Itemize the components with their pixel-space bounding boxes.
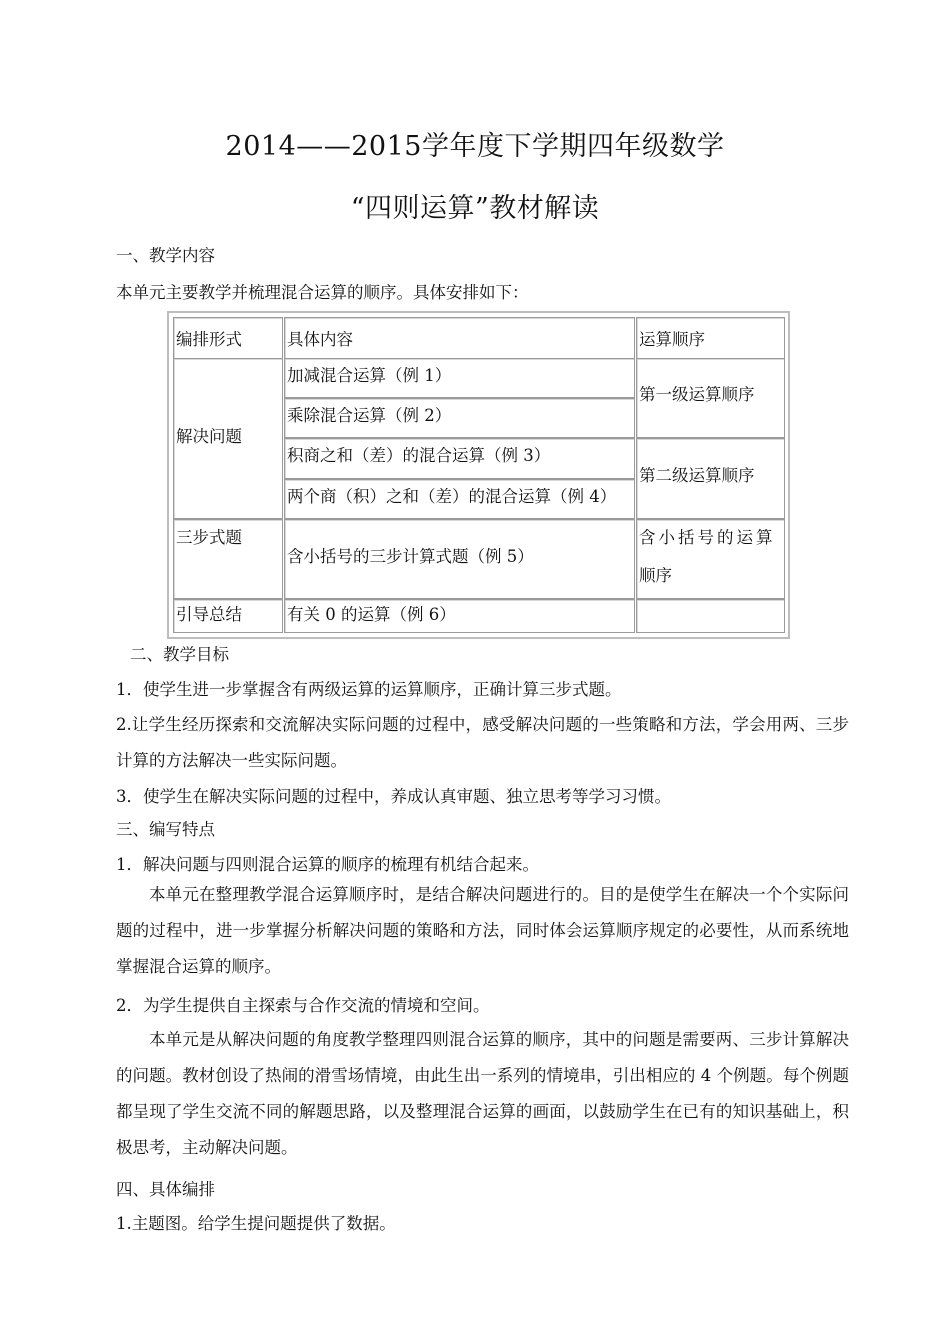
table-cell-text: 第二级运算顺序 xyxy=(639,466,755,485)
table-cell-text: 解决问题 xyxy=(176,427,242,446)
document-title: 2014——2015学年度下学期四年级数学 xyxy=(225,131,725,162)
table-cell-text: 有关 0 的运算（例 6） xyxy=(287,605,456,624)
table-cell-text: 引导总结 xyxy=(176,605,242,624)
table-cell-text: 含小括号的三步计算式题（例 5） xyxy=(287,547,534,566)
goal-item: 1．使学生进一步掌握含有两级运算的运算顺序，正确计算三步式题。 xyxy=(116,680,622,699)
table-cell-text: 两个商（积）之和（差）的混合运算（例 4） xyxy=(287,487,617,506)
table-order-cell xyxy=(636,358,785,438)
table-content-cell xyxy=(284,398,635,438)
table-header-text: 具体内容 xyxy=(287,330,353,349)
arrangement-table xyxy=(167,311,790,639)
table-cell-text: 第一级运算顺序 xyxy=(639,385,755,404)
table-header-text: 编排形式 xyxy=(176,330,242,349)
feature-point: 2．为学生提供自主探索与合作交流的情境和空间。 xyxy=(116,996,490,1015)
feature-point: 1．解决问题与四则混合运算的顺序的梳理有机结合起来。 xyxy=(116,855,539,874)
section-heading-content: 一、教学内容 xyxy=(116,246,215,265)
section-heading-arrangement: 四、具体编排 xyxy=(116,1180,215,1199)
table-cell-text: 顺序 xyxy=(639,566,672,585)
arrangement-item: 1.主题图。给学生提问题提供了数据。 xyxy=(116,1214,396,1233)
table-cell-text: 积商之和（差）的混合运算（例 3） xyxy=(287,446,551,465)
section-heading-goals: 二、教学目标 xyxy=(130,645,229,664)
section-intro: 本单元主要教学并梳理混合运算的顺序。具体安排如下： xyxy=(116,283,529,302)
table-order-cell xyxy=(636,519,785,599)
table-order-cell xyxy=(636,599,785,633)
table-form-cell xyxy=(173,599,283,633)
document-subtitle: “四则运算”教材解读 xyxy=(350,193,600,224)
table-content-cell xyxy=(284,358,635,398)
table-cell-text: 三步式题 xyxy=(176,528,242,547)
section-heading-features: 三、编写特点 xyxy=(116,820,215,839)
table-header-text: 运算顺序 xyxy=(639,330,705,349)
table-cell-text: 乘除混合运算（例 2） xyxy=(287,406,452,425)
goal-item: 2.让学生经历探索和交流解决实际问题的过程中，感受解决问题的一些策略和方法，学会用两、三步计算的方法解决一些实际问题。 xyxy=(116,715,849,770)
table-header-cell xyxy=(284,317,635,359)
table-cell-text: 加减混合运算（例 1） xyxy=(287,366,452,385)
goal-item: 3．使学生在解决实际问题的过程中，养成认真审题、独立思考等学习习惯。 xyxy=(116,787,671,806)
table-content-cell xyxy=(284,438,635,479)
table-cell-text: 含小括号的运算 xyxy=(639,528,776,547)
table-form-cell xyxy=(173,519,283,599)
table-order-cell xyxy=(636,438,785,519)
table-content-cell xyxy=(284,599,635,633)
feature-paragraph: 本单元是从解决问题的角度教学整理四则混合运算的顺序，其中的问题是需要两、三步计算解决的问题。教材创设了热闹的滑雪场情境，由此生出一系列的情境串，引出相应的 4 个例题。每个例题都呈现了学生交流不同的解题思路，以及整理混合运算的画面，以鼓励学生在已有的知识基础上，积极思考，主动解决问题。 xyxy=(116,1030,849,1157)
table-form-cell xyxy=(173,358,283,519)
table-header-cell xyxy=(636,317,785,359)
table-content-cell xyxy=(284,519,635,599)
table-header-cell xyxy=(173,317,283,359)
table-content-cell xyxy=(284,479,635,519)
feature-paragraph: 本单元在整理教学混合运算顺序时，是结合解决问题进行的。目的是使学生在解决一个个实际问题的过程中，进一步掌握分析解决问题的策略和方法，同时体会运算顺序规定的必要性，从而系统地掌握混合运算的顺序。 xyxy=(116,885,849,976)
